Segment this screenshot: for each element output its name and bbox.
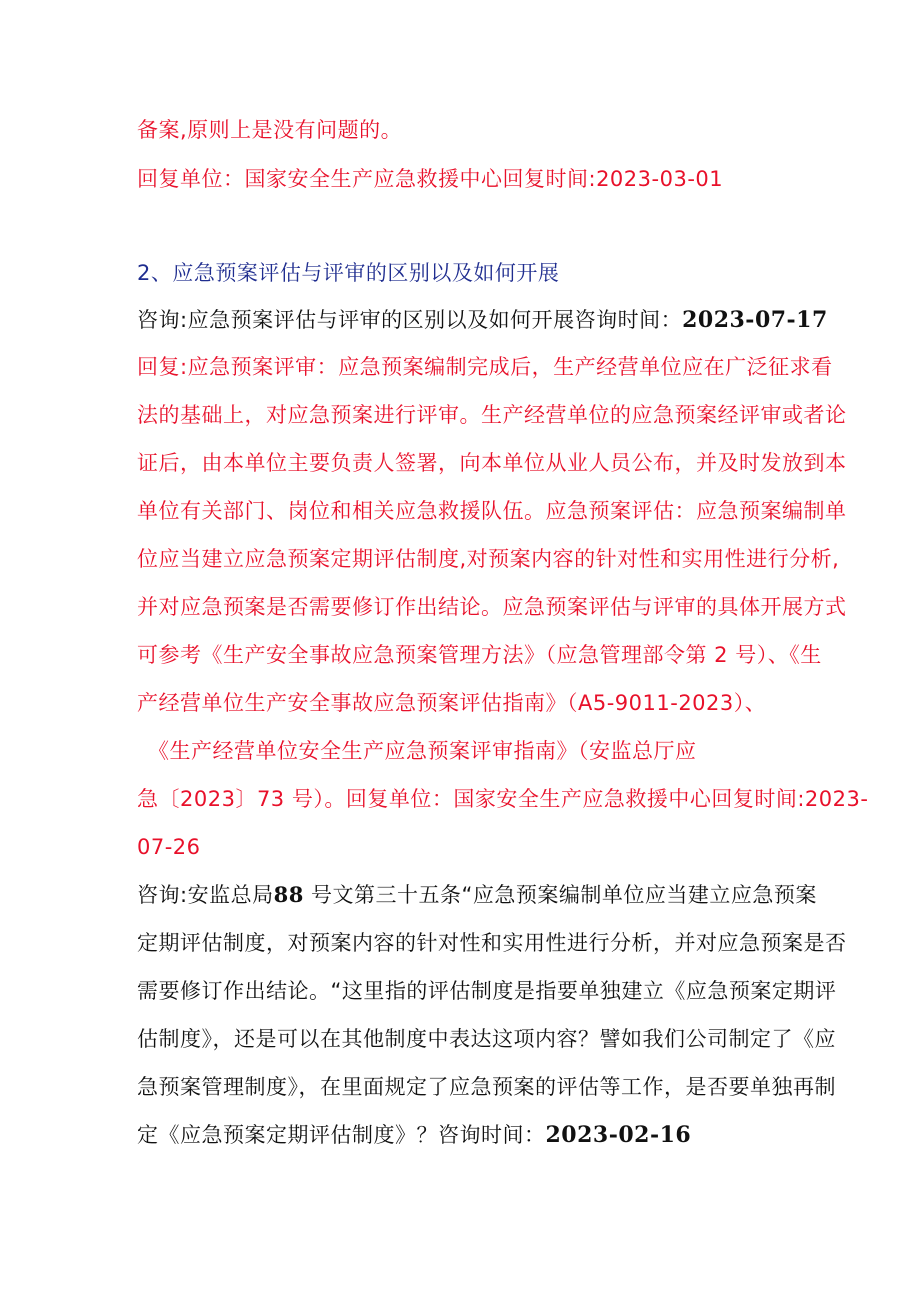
question-2-prefix: 咨询:安监总局: [137, 883, 274, 907]
reply-line: 《生产经营单位安全生产应急预案评审指南》（安监总厅应: [137, 739, 697, 763]
reply-line: 可参考《生产安全事故应急预案管理方法》（应急管理部令第 2 号）、《生: [137, 643, 822, 667]
reply-line: 急〔2023〕73 号）。回复单位：国家安全生产应急救援中心回复时间:2023-: [137, 787, 869, 811]
question-2-line: 估制度》，还是可以在其他制度中表达这项内容？譬如我们公司制定了《应: [137, 1027, 836, 1051]
reply-line: 07-26: [137, 835, 201, 859]
question-2-line: 急预案管理制度》，在里面规定了应急预案的评估等工作，是否要单独再制: [137, 1075, 836, 1099]
reply-line: 回复:应急预案评审：应急预案编制完成后，生产经营单位应在广泛征求看: [137, 355, 833, 379]
item-2-heading: 2、应急预案评估与评审的区别以及如何开展: [137, 261, 560, 285]
question-1-date: 2023-07-17: [682, 307, 828, 333]
question-2-last-line: [137, 1120, 691, 1150]
reply-line: 产经营单位生产安全事故应急预案评估指南》（A5-9011-2023）、: [137, 691, 767, 715]
question-2-last-text: 定《应急预案定期评估制度》？咨询时间：: [137, 1123, 546, 1147]
reply-line: 证后，由本单位主要负责人签署，向本单位从业人员公布，并及时发放到本: [137, 451, 847, 475]
reply-line: 位应当建立应急预案定期评估制度,对预案内容的针对性和实用性进行分析,: [137, 547, 840, 571]
question-1-text: 咨询:应急预案评估与评审的区别以及如何开展咨询时间：: [137, 308, 683, 332]
question-2-date: 2023-02-16: [545, 1122, 692, 1148]
previous-reply-tail: 备案,原则上是没有问题的。: [137, 118, 403, 142]
reply-line: 单位有关部门、岗位和相关应急救援队伍。应急预案评估：应急预案编制单: [137, 499, 847, 523]
question-2-line: 定期评估制度，对预案内容的针对性和实用性进行分析，并对应急预案是否: [137, 931, 847, 955]
reply-line: 法的基础上，对应急预案进行评审。生产经营单位的应急预案经评审或者论: [137, 403, 847, 427]
question-2-suffix: 号文第三十五条“应急预案编制单位应当建立应急预案: [303, 883, 817, 907]
question-2-line: 需要修订作出结论。“这里指的评估制度是指要单独建立《应急预案定期评: [137, 979, 837, 1003]
document-number: 88: [273, 882, 304, 907]
reply-line: 并对应急预案是否需要修订作出结论。应急预案评估与评审的具体开展方式: [137, 595, 847, 619]
previous-reply-unit: 回复单位：国家安全生产应急救援中心回复时间:2023-03-01: [137, 167, 724, 191]
question-2-line: [137, 880, 817, 910]
question-1: [137, 305, 828, 335]
